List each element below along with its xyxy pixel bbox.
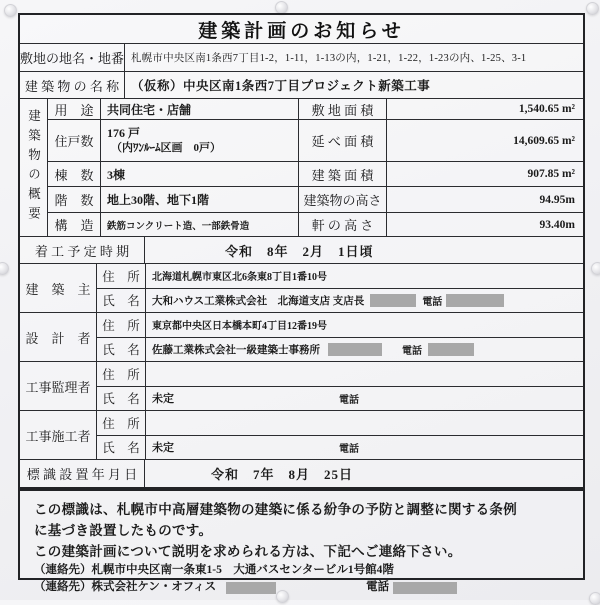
screw-icon <box>4 4 17 17</box>
sign-date-value: 令和 7年 8月 25日 <box>144 460 359 487</box>
phone-label: 電話 <box>339 394 359 406</box>
start-period-value: 令和 8年 2月 1日頃 <box>144 237 380 263</box>
building-name-row <box>20 72 583 99</box>
contact2-label: （連絡先） <box>34 581 92 593</box>
title-row <box>20 15 583 44</box>
site-address-row <box>20 44 583 72</box>
designer-address-value: 東京都中央区日本橋本町4丁目12番19号 <box>145 313 583 337</box>
screw-icon <box>0 262 9 275</box>
overview-vertical-header: 建築物の概要 <box>26 109 41 226</box>
use-value: 共同住宅・店舗 <box>100 99 298 119</box>
site-area-label: 敷 地 面 積 <box>298 99 386 119</box>
designer-name-value: 佐藤工業株式会社一級建築士事務所 電話 <box>145 338 583 362</box>
contractor-name-value: 未定 電話 <box>145 436 583 460</box>
redacted-contact-name <box>226 582 276 594</box>
supervisor-section <box>20 362 583 411</box>
contractor-address-value <box>145 411 583 435</box>
contact1-value: 札幌市中央区南一条東1-5 大通バスセンタービル1号館4階 <box>91 564 394 576</box>
designer-address-row <box>97 313 583 338</box>
supervisor-address-row <box>97 362 583 387</box>
phone-label: 電話 <box>422 296 443 308</box>
building-height-label: 建築物の高さ <box>298 187 386 212</box>
notice-line-2: に基づき設置したものです。 <box>34 523 213 538</box>
designer-name-row <box>97 338 583 362</box>
redacted-name <box>370 294 416 307</box>
phone-label: 電話 <box>402 345 422 357</box>
contact-line-2 <box>34 579 569 596</box>
notice-line-3: この建築計画について説明を求められる方は、下記へご連絡下さい。 <box>34 544 462 559</box>
structure-label: 構 造 <box>54 218 94 233</box>
contact2-value: 株式会社ケン・オフィス <box>91 581 217 593</box>
construction-notice-table <box>18 13 585 489</box>
screw-icon <box>589 592 600 605</box>
overview-row-floors <box>48 187 583 213</box>
unit-count-label: 住戸数 <box>54 134 94 149</box>
screw-icon <box>586 2 599 15</box>
contractor-address-row <box>97 411 583 436</box>
supervisor-address-value <box>145 362 583 386</box>
redacted-name <box>328 343 382 356</box>
unit-count-value: 176 戸 （内ﾜﾝﾙｰﾑ区画 0戸） <box>100 120 298 161</box>
building-area-label: 建 築 面 積 <box>298 162 386 186</box>
designer-section <box>20 313 583 362</box>
structure-value: 鉄筋コンクリート造、一部鉄骨造 <box>100 213 298 236</box>
eaves-height-label: 軒 の 高 さ <box>298 213 386 236</box>
redacted-phone <box>446 294 504 307</box>
site-area-value: 1,540.65 m² <box>386 99 583 119</box>
screw-icon <box>591 262 600 275</box>
notice-line-1: この標識は、札幌市中高層建築物の建築に係る紛争の予防と調整に関する条例 <box>34 502 517 517</box>
floor-count-label: 階 数 <box>54 193 94 208</box>
owner-title: 建 築 主 <box>25 281 91 297</box>
name-label: 氏 名 <box>102 343 140 358</box>
building-name-label: 建 築 物 の 名 称 <box>24 78 120 94</box>
owner-name-value: 大和ハウス工業株式会社 北海道支店 支店長 電話 <box>145 289 583 313</box>
overview-row-buildings <box>48 162 583 187</box>
phone-label: 電話 <box>366 581 390 593</box>
owner-address-value: 北海道札幌市東区北6条東8丁目1番10号 <box>145 264 583 288</box>
contractor-section <box>20 411 583 460</box>
start-period-label: 着 工 予 定 時 期 <box>34 243 130 259</box>
overview-body <box>47 99 583 236</box>
site-address-value: 札幌市中央区南1条西7丁目1-2，1-11，1-13の内，1-21，1-22，1-23の内、1-25、3-1 <box>124 44 532 71</box>
building-count-label: 棟 数 <box>54 167 94 183</box>
contact-line-1 <box>34 562 569 579</box>
building-height-value: 94.95m <box>386 187 583 212</box>
notice-box <box>18 489 585 593</box>
supervisor-title: 工事監理者 <box>25 379 91 395</box>
building-count-value: 3棟 <box>100 162 298 186</box>
contractor-title: 工事施工者 <box>25 428 91 444</box>
address-label: 住 所 <box>102 269 140 284</box>
redacted-contact-phone <box>393 582 457 594</box>
contact1-label: （連絡先） <box>34 564 92 576</box>
owner-section <box>20 264 583 313</box>
overview-row-use <box>48 99 583 120</box>
designer-title: 設 計 者 <box>25 330 91 346</box>
page-title: 建築計画のお知らせ <box>198 20 405 42</box>
sign-date-row <box>20 460 583 487</box>
building-area-value: 907.85 m² <box>386 162 583 186</box>
name-label: 氏 名 <box>102 392 140 407</box>
redacted-phone <box>428 343 474 356</box>
start-period-row <box>20 237 583 264</box>
floor-area-value: 14,609.65 m² <box>386 120 583 161</box>
overview-row-structure <box>48 213 583 236</box>
supervisor-name-row <box>97 387 583 411</box>
address-label: 住 所 <box>102 367 140 382</box>
eaves-height-value: 93.40m <box>386 213 583 236</box>
supervisor-name-value: 未定 電話 <box>145 387 583 411</box>
phone-label: 電話 <box>339 443 359 455</box>
building-overview-section <box>20 99 583 237</box>
floor-count-value: 地上30階、地下1階 <box>100 187 298 212</box>
address-label: 住 所 <box>102 416 140 431</box>
use-label: 用 途 <box>54 102 94 118</box>
name-label: 氏 名 <box>102 441 140 456</box>
overview-row-units <box>48 120 583 162</box>
contractor-name-row <box>97 436 583 460</box>
address-label: 住 所 <box>102 318 140 333</box>
floor-area-label: 延 べ 面 積 <box>298 120 386 161</box>
building-name-value: （仮称）中央区南1条西7丁目プロジェクト新築工事 <box>124 72 436 98</box>
owner-name-row <box>97 289 583 313</box>
owner-address-row <box>97 264 583 289</box>
site-address-label: 敷地の地名・地番 <box>20 51 125 66</box>
sign-date-label: 標 識 設 置 年 月 日 <box>26 467 138 482</box>
name-label: 氏 名 <box>102 294 140 309</box>
